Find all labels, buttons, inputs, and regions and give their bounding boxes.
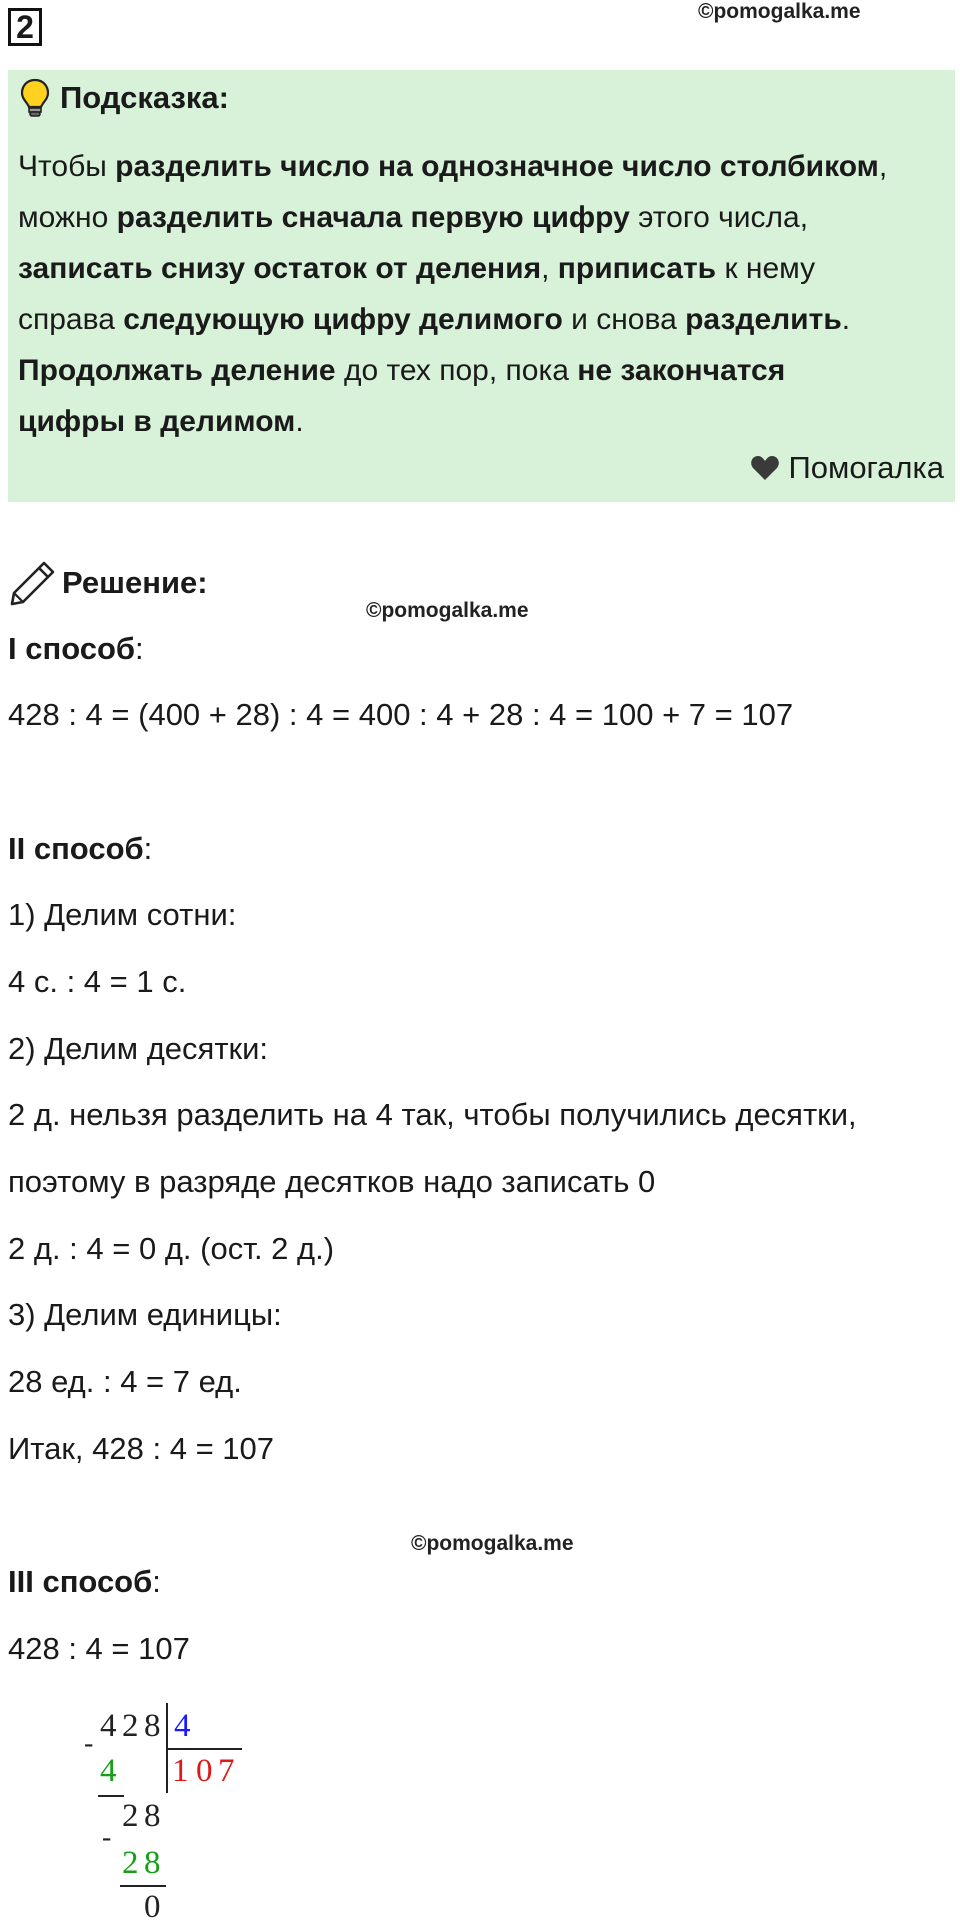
task-number: 2 [8, 8, 42, 46]
remainder-digit: 2 [122, 1798, 139, 1834]
method2-result: Итак, 428 : 4 = 107 [8, 1431, 275, 1466]
watermark: ©pomogalka.me [698, 0, 861, 23]
quotient-line [166, 1748, 242, 1750]
hint-title: Подсказка: [20, 78, 229, 118]
heart-icon [750, 455, 780, 481]
hint-line: цифры в делимом. [18, 405, 304, 438]
lightbulb-icon [20, 78, 50, 118]
hint-line: записать снизу остаток от деления, приписать к нему [18, 252, 816, 285]
watermark: ©pomogalka.me [411, 1532, 574, 1555]
pencil-icon [8, 560, 56, 606]
method2-step: поэтому в разряде десятков надо записать 0 [8, 1164, 656, 1199]
divisor: 4 [174, 1708, 191, 1744]
method2-step: 2 д. : 4 = 0 д. (ост. 2 д.) [8, 1231, 335, 1266]
dividend-digit: 2 [122, 1708, 139, 1744]
final-remainder: 0 [144, 1889, 161, 1925]
hint-text [18, 141, 948, 447]
quotient-digit: 0 [196, 1753, 213, 1789]
step2-subtrahend-digit: 8 [144, 1845, 161, 1881]
subtract-line [98, 1795, 124, 1797]
quotient-digit: 7 [218, 1753, 235, 1789]
hint-line: справа следующую цифру делимого и снова разделить. [18, 303, 851, 336]
method2-step: 28 ед. : 4 = 7 ед. [8, 1364, 242, 1399]
dividend-digit: 8 [144, 1708, 161, 1744]
solution-title: Решение: [8, 560, 208, 606]
minus-sign: - [102, 1822, 112, 1853]
hint-line: можно разделить сначала первую цифру этого числа, [18, 201, 809, 234]
method2-step: 2) Делим десятки: [8, 1031, 269, 1066]
watermark: ©pomogalka.me [366, 599, 529, 622]
step2-subtrahend-digit: 2 [122, 1845, 139, 1881]
minus-sign: - [84, 1728, 94, 1759]
method1-label: I способ: [8, 631, 144, 666]
hint-line: Продолжать деление до тех пор, пока не закончатся [18, 354, 786, 387]
method3-label: III способ: [8, 1564, 161, 1599]
step1-subtrahend: 4 [100, 1753, 117, 1789]
dividend-digit: 4 [100, 1708, 117, 1744]
method1-expression: 428 : 4 = (400 + 28) : 4 = 400 : 4 + 28 : 4 = 100 + 7 = 107 [8, 697, 794, 732]
method3-expression: 428 : 4 = 107 [8, 1631, 190, 1666]
method2-step: 2 д. нельзя разделить на 4 так, чтобы получились десятки, [8, 1097, 857, 1132]
method2-label: II способ: [8, 831, 153, 866]
method2-step: 1) Делим сотни: [8, 897, 237, 932]
subtract-line [120, 1885, 166, 1887]
quotient-digit: 1 [172, 1753, 189, 1789]
method2-step: 4 с. : 4 = 1 с. [8, 964, 187, 999]
method2-step: 3) Делим единицы: [8, 1297, 282, 1332]
hint-signature: Помогалка [750, 450, 944, 486]
hint-line: Чтобы разделить число на однозначное число столбиком, [18, 150, 888, 183]
remainder-digit: 8 [144, 1798, 161, 1834]
